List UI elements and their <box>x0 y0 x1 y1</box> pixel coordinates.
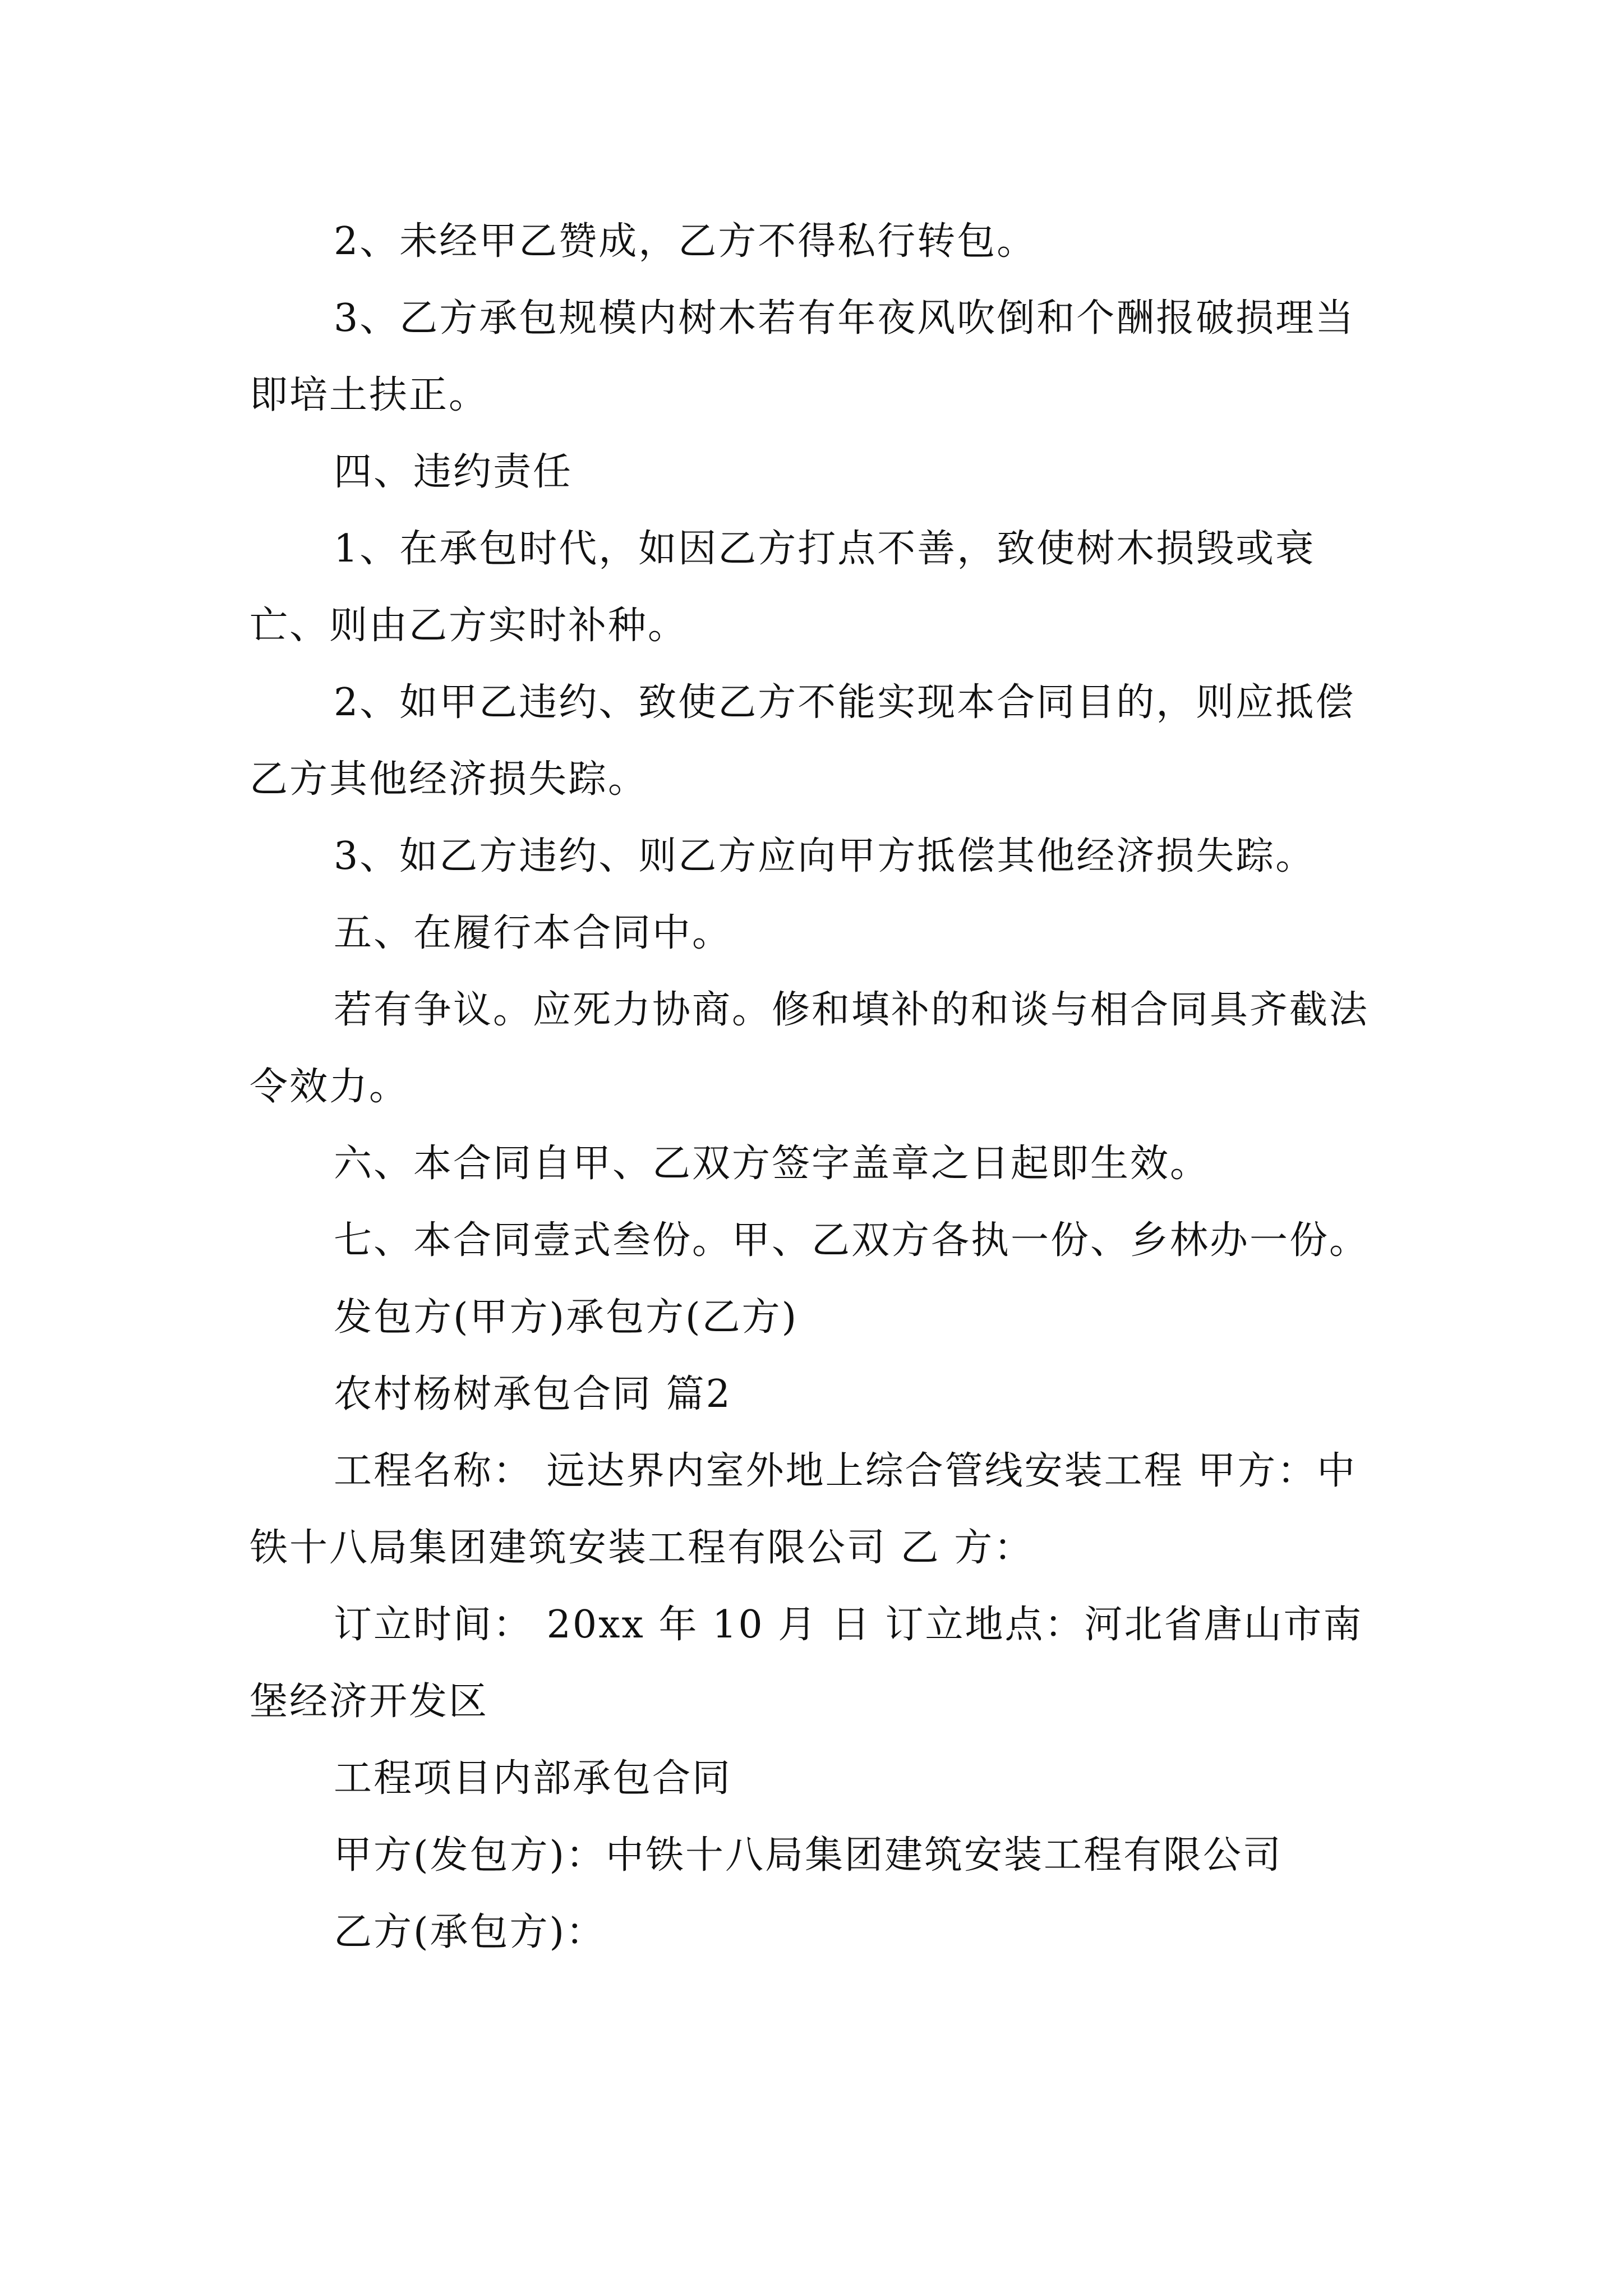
paragraph: 六、本合同自甲、乙双方签字盖章之日起即生效。 <box>334 1142 1210 1186</box>
signature-line: 发包方(甲方)承包方(乙方) <box>334 1295 799 1340</box>
document-body <box>250 203 1388 1971</box>
paragraph: 3、如乙方违约、则乙方应向甲方抵偿其他经济损失踪。 <box>334 834 1316 878</box>
paragraph: 1、在承包时代，如因乙方打点不善，致使树木损毁或衰亡、则由乙方实时补种。 <box>250 527 1316 648</box>
party-a-line: 甲方(发包方)：中铁十八局集团建筑安装工程有限公司 <box>334 1833 1283 1878</box>
party-b-line: 乙方(承包方)： <box>334 1910 606 1954</box>
paragraph: 若有争议。应死力协商。修和填补的和谈与相合同具齐截法令效力。 <box>250 988 1370 1109</box>
section-title: 农村杨树承包合同 篇2 <box>334 1372 732 1416</box>
paragraph: 3、乙方承包规模内树木若有年夜风吹倒和个酬报破损理当即培土扶正。 <box>250 296 1355 417</box>
paragraph: 2、如甲乙违约、致使乙方不能实现本合同目的，则应抵偿乙方其他经济损失踪。 <box>250 680 1355 802</box>
paragraph: 2、未经甲乙赞成，乙方不得私行转包。 <box>334 219 1037 264</box>
paragraph: 七、本合同壹式叁份。甲、乙双方各执一份、乡林办一份。 <box>334 1218 1370 1263</box>
section-heading: 五、在履行本合同中。 <box>334 911 732 955</box>
paragraph: 工程名称： 远达界内室外地上综合管线安装工程 甲方：中铁十八局集团建筑安装工程有限公司 乙 方： <box>250 1449 1357 1570</box>
contract-title: 工程项目内部承包合同 <box>334 1756 732 1801</box>
section-heading: 四、违约责任 <box>334 450 573 494</box>
paragraph: 订立时间： 20xx 年 10 月 日 订立地点：河北省唐山市南堡经济开发区 <box>250 1603 1363 1724</box>
